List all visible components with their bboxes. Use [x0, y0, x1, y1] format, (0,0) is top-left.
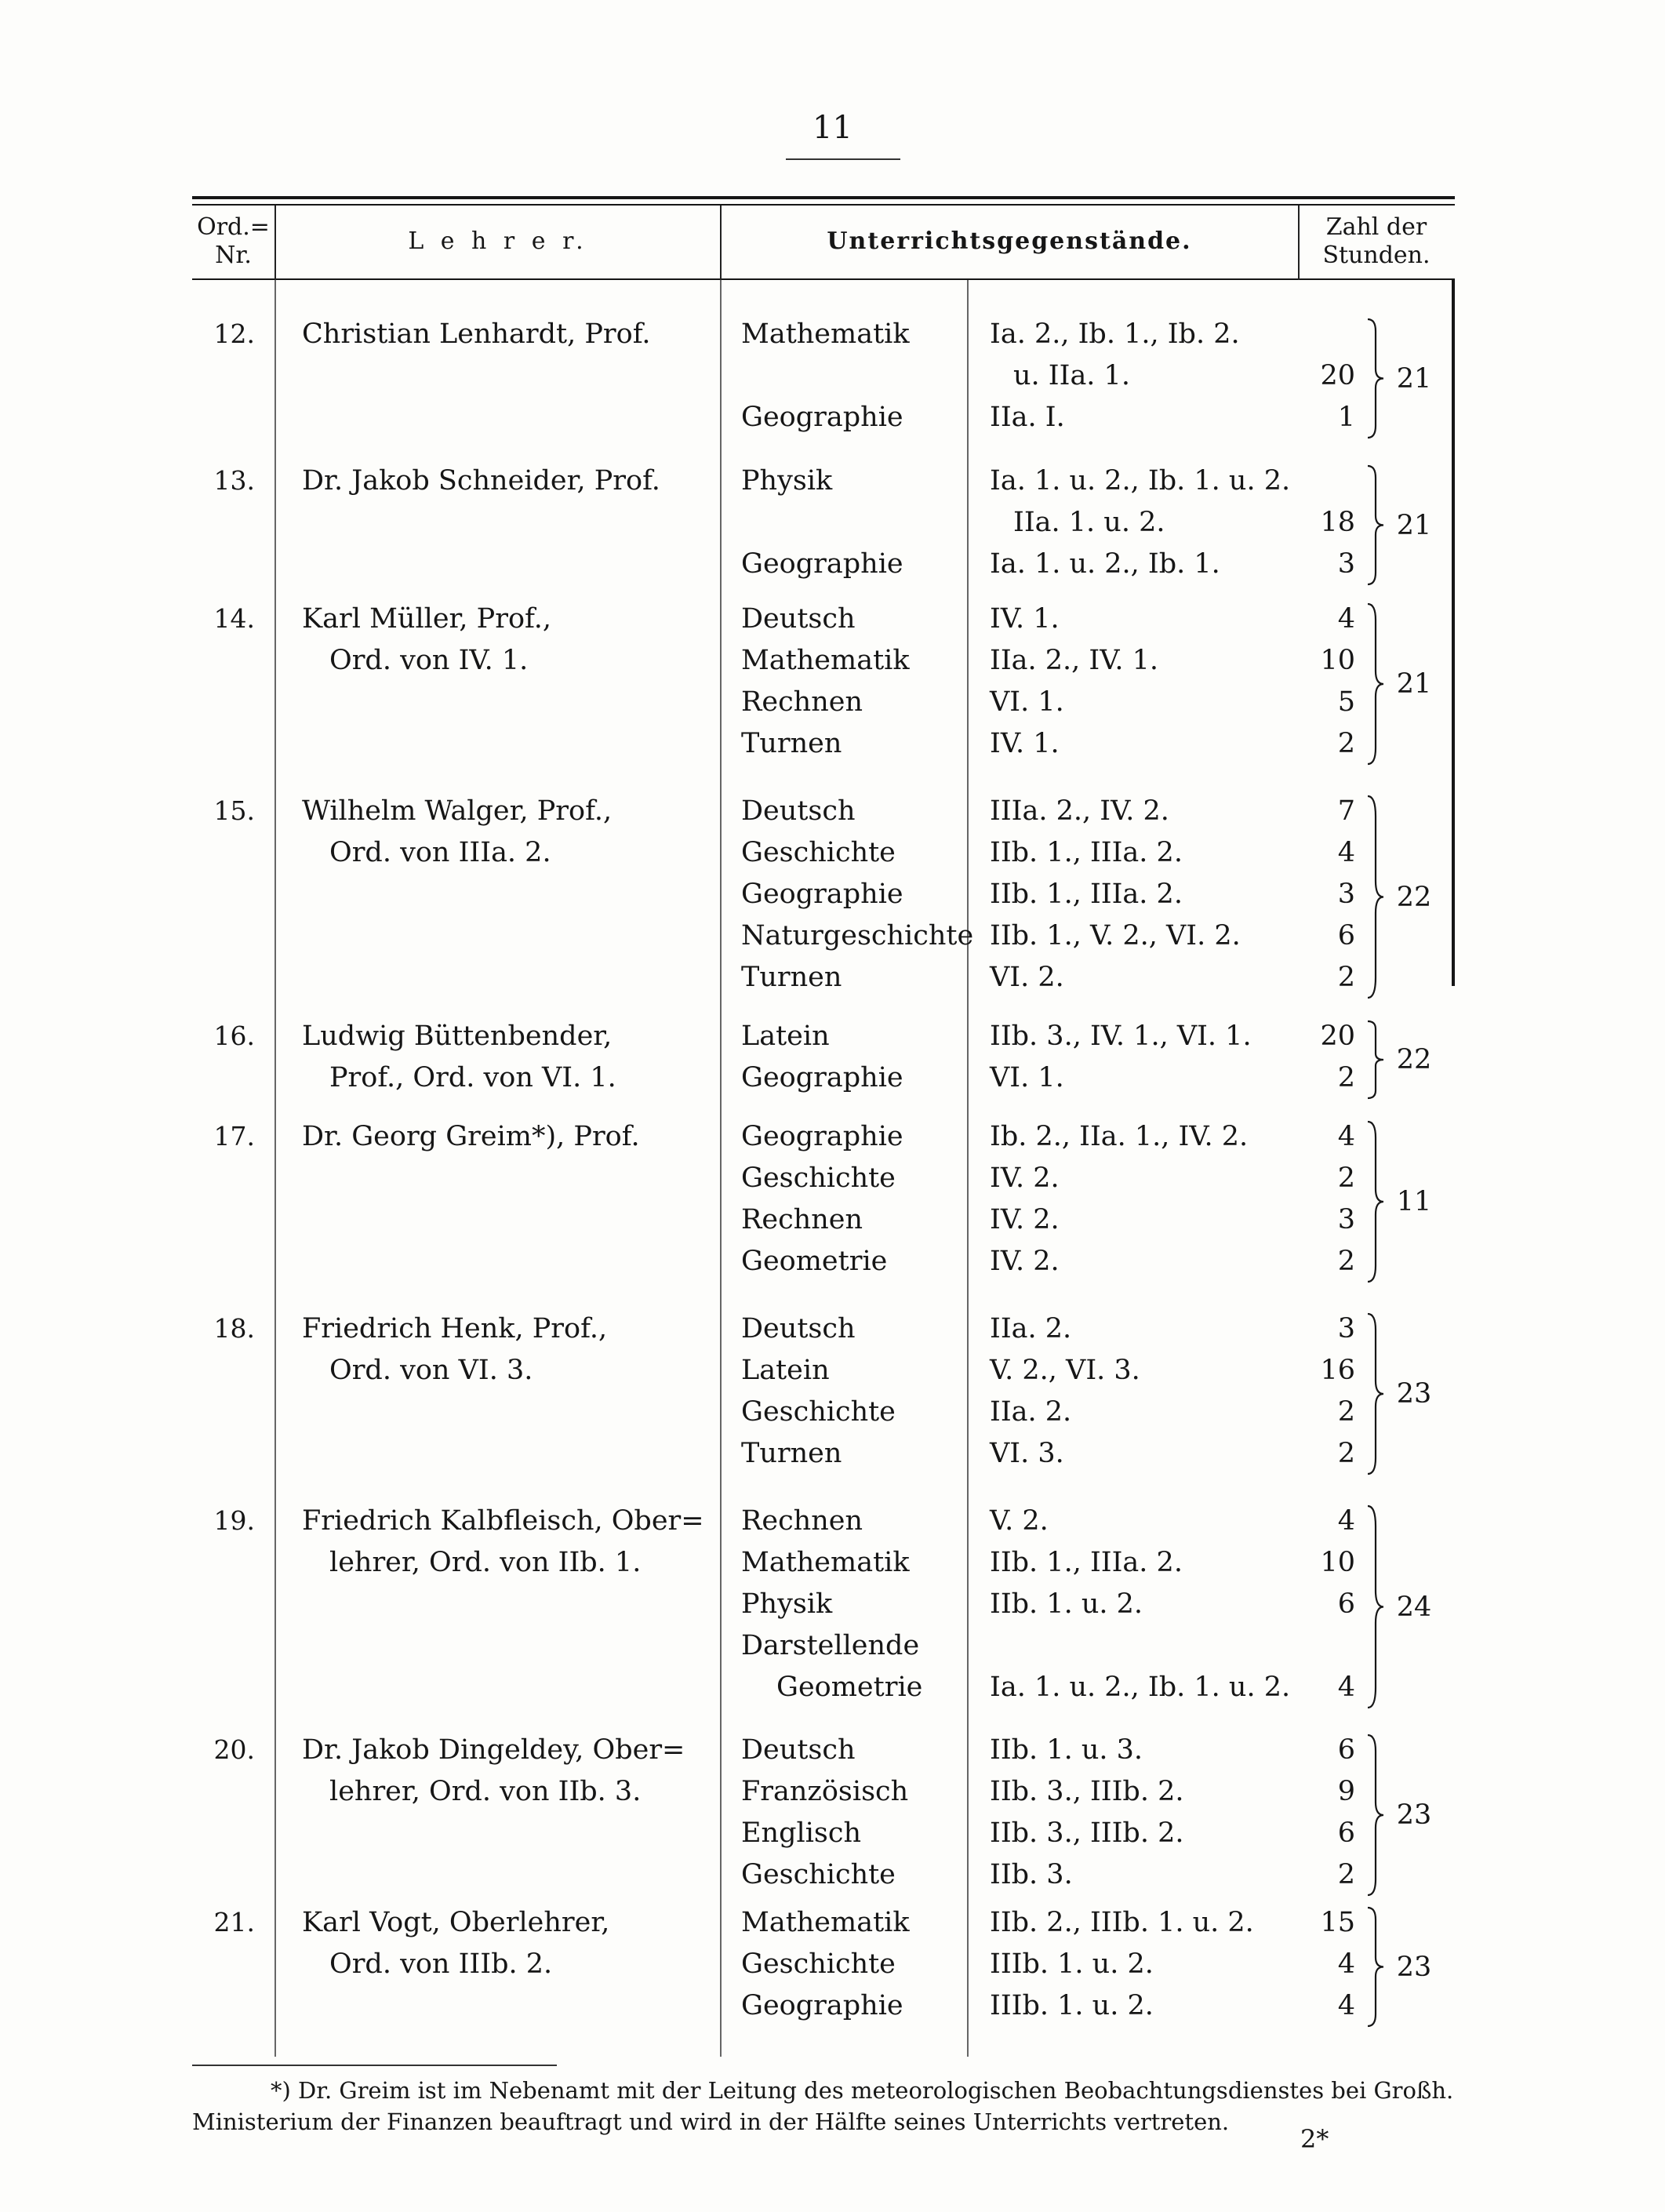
class-list: IIb. 3., IV. 1., VI. 1. [990, 1021, 1252, 1052]
subject: Geographie [741, 402, 903, 433]
hours-value: 3 [1337, 879, 1355, 910]
subject: Mathematik [741, 1907, 910, 1938]
subject: Latein [741, 1021, 830, 1052]
table-top-rule [192, 196, 1455, 199]
column-divider [274, 280, 276, 2057]
hours-value: 4 [1337, 1672, 1355, 1703]
subject: Geschichte [741, 1162, 896, 1194]
header-ord-nr: Ord.= Nr. [197, 213, 270, 269]
footnote-line-1: *) Dr. Greim ist im Nebenamt mit der Leitung des meteorologischen Beobachtungsdienstes bei Großh. [271, 2077, 1454, 2104]
class-list: IIb. 1., IIIa. 2. [990, 837, 1183, 868]
hours-value: 2 [1337, 1859, 1355, 1890]
footnote-line-2: Ministerium der Finanzen beauftragt und wird in der Hälfte seines Unterrichts vertreten. [192, 2108, 1230, 2135]
hours-value: 4 [1337, 1948, 1355, 1980]
column-divider [720, 280, 722, 2057]
column-divider [720, 206, 722, 280]
class-list: IV. 1. [990, 728, 1060, 759]
teacher-name-line: Friedrich Henk, Prof., [302, 1313, 608, 1344]
class-list: IIb. 1. u. 3. [990, 1734, 1143, 1766]
hours-brace [1366, 1314, 1377, 1474]
hours-value: 2 [1337, 1062, 1355, 1093]
header-gegenstaende: Unterrichtsgegenstände. [827, 227, 1192, 255]
teacher-name-line: Christian Lenhardt, Prof. [302, 318, 651, 350]
subject: Physik [741, 465, 833, 497]
class-list: IIb. 3., IIIb. 2. [990, 1776, 1184, 1807]
class-list: VI. 3. [990, 1438, 1064, 1469]
class-list: Ib. 2., IIa. 1., IV. 2. [990, 1121, 1249, 1152]
class-list: u. IIa. 1. [1013, 360, 1130, 391]
hours-value: 4 [1337, 837, 1355, 868]
table-header-rule [192, 278, 1455, 280]
class-list: IIa. I. [990, 402, 1065, 433]
hours-value: 18 [1320, 507, 1355, 538]
total-hours: 23 [1396, 1951, 1432, 1983]
subject: Geometrie [741, 1246, 888, 1277]
hours-value: 2 [1337, 728, 1355, 759]
subject: Turnen [741, 962, 842, 993]
subject: Rechnen [741, 1505, 863, 1537]
subject: Geographie [741, 1121, 903, 1152]
hours-value: 5 [1337, 686, 1355, 718]
subject: Geographie [741, 1990, 903, 2021]
hours-value: 4 [1337, 1505, 1355, 1537]
hours-value: 10 [1320, 1547, 1355, 1578]
hours-brace [1366, 1908, 1377, 2026]
subject: Geschichte [741, 837, 896, 868]
hours-value: 4 [1337, 1121, 1355, 1152]
hours-value: 6 [1337, 1588, 1355, 1620]
class-list: IV. 2. [990, 1246, 1060, 1277]
hours-value: 1 [1337, 402, 1355, 433]
column-divider [274, 206, 276, 280]
subject: Geographie [741, 1062, 903, 1093]
class-list: IIb. 1., IIIa. 2. [990, 879, 1183, 910]
hours-value: 6 [1337, 1734, 1355, 1766]
subject: Naturgeschichte [741, 920, 974, 951]
class-list: V. 2. [990, 1505, 1049, 1537]
teacher-name-line: Ord. von IIIa. 2. [329, 837, 551, 868]
hours-value: 16 [1320, 1355, 1355, 1386]
teacher-name-line: Prof., Ord. von VI. 1. [329, 1062, 616, 1093]
header-stunden: Zahl der Stunden. [1322, 213, 1431, 269]
subject: Rechnen [741, 1204, 863, 1235]
subject: Turnen [741, 1438, 842, 1469]
teacher-name-line: Dr. Jakob Dingeldey, Ober= [302, 1734, 685, 1766]
hours-value: 9 [1337, 1776, 1355, 1807]
ord-nr: 13. [213, 465, 255, 496]
page-number-rule [786, 158, 900, 160]
class-list: V. 2., VI. 3. [990, 1355, 1140, 1386]
total-hours: 23 [1396, 1378, 1432, 1410]
ord-nr: 12. [213, 318, 255, 349]
class-list: Ia. 2., Ib. 1., Ib. 2. [990, 318, 1240, 350]
class-list: IIa. 2. [990, 1313, 1072, 1344]
hours-brace [1366, 604, 1377, 764]
subject: Latein [741, 1355, 830, 1386]
hours-value: 2 [1337, 1438, 1355, 1469]
subject: Geographie [741, 879, 903, 910]
total-hours: 21 [1396, 509, 1432, 541]
hours-value: 6 [1337, 1817, 1355, 1849]
table-top-rule-thin [192, 204, 1455, 206]
hours-value: 20 [1320, 1021, 1355, 1052]
total-hours: 24 [1396, 1591, 1432, 1623]
hours-brace [1366, 319, 1377, 438]
subject: Geschichte [741, 1948, 896, 1980]
ord-nr: 17. [213, 1121, 255, 1151]
ord-nr: 16. [213, 1021, 255, 1051]
hours-value: 20 [1320, 360, 1355, 391]
subject: Deutsch [741, 795, 856, 827]
total-hours: 21 [1396, 668, 1432, 700]
teacher-name-line: Dr. Georg Greim*), Prof. [302, 1121, 640, 1152]
subject: Geometrie [776, 1672, 923, 1703]
total-hours: 23 [1396, 1799, 1432, 1831]
subject: Mathematik [741, 645, 910, 676]
subject: Deutsch [741, 603, 856, 635]
class-list: IIa. 2. [990, 1396, 1072, 1428]
subject: Deutsch [741, 1313, 856, 1344]
class-list: IIb. 1. u. 2. [990, 1588, 1143, 1620]
class-list: IIa. 1. u. 2. [1013, 507, 1165, 538]
class-list: Ia. 1. u. 2., Ib. 1. u. 2. [990, 1672, 1291, 1703]
subject: Englisch [741, 1817, 861, 1849]
page-number: 11 [813, 110, 852, 146]
class-list: IIIb. 1. u. 2. [990, 1948, 1154, 1980]
class-list: IIb. 2., IIIb. 1. u. 2. [990, 1907, 1254, 1938]
class-list: Ia. 1. u. 2., Ib. 1. u. 2. [990, 465, 1291, 497]
teacher-name-line: Ludwig Büttenbender, [302, 1021, 613, 1052]
hours-brace [1366, 796, 1377, 998]
hours-brace [1366, 1021, 1377, 1098]
teacher-name-line: Dr. Jakob Schneider, Prof. [302, 465, 660, 497]
subject: Deutsch [741, 1734, 856, 1766]
footnote-rule [192, 2065, 557, 2066]
teacher-name-line: lehrer, Ord. von IIb. 1. [329, 1547, 642, 1578]
class-list: VI. 1. [990, 686, 1064, 718]
subject: Geschichte [741, 1396, 896, 1428]
subject: Mathematik [741, 1547, 910, 1578]
hours-value: 3 [1337, 548, 1355, 580]
column-divider [967, 280, 969, 2057]
teacher-name-line: Wilhelm Walger, Prof., [302, 795, 613, 827]
ord-nr: 19. [213, 1505, 255, 1536]
class-list: IIa. 2., IV. 1. [990, 645, 1159, 676]
ord-nr: 18. [213, 1313, 255, 1344]
hours-value: 15 [1320, 1907, 1355, 1938]
signature-mark: 2* [1300, 2124, 1329, 2154]
hours-value: 7 [1337, 795, 1355, 827]
subject: Französisch [741, 1776, 909, 1807]
class-list: IV. 1. [990, 603, 1060, 635]
subject: Mathematik [741, 318, 910, 350]
hours-value: 2 [1337, 1246, 1355, 1277]
subject: Geographie [741, 548, 903, 580]
ord-nr: 15. [213, 795, 255, 826]
ord-nr: 20. [213, 1734, 255, 1765]
hours-value: 2 [1337, 1162, 1355, 1194]
teacher-name-line: Friedrich Kalbfleisch, Ober= [302, 1505, 704, 1537]
hours-brace [1366, 466, 1377, 584]
column-divider [1298, 206, 1300, 280]
class-list: IV. 2. [990, 1162, 1060, 1194]
hours-value: 4 [1337, 1990, 1355, 2021]
class-list: IIIb. 1. u. 2. [990, 1990, 1154, 2021]
hours-value: 6 [1337, 920, 1355, 951]
hours-brace [1366, 1506, 1377, 1708]
hours-value: 3 [1337, 1204, 1355, 1235]
subject: Darstellende [741, 1630, 920, 1661]
total-hours: 11 [1396, 1186, 1432, 1217]
header-lehrer: L e h r e r. [408, 227, 588, 255]
class-list: IIb. 1., IIIa. 2. [990, 1547, 1183, 1578]
teacher-name-line: Karl Vogt, Oberlehrer, [302, 1907, 610, 1938]
subject: Turnen [741, 728, 842, 759]
hours-value: 3 [1337, 1313, 1355, 1344]
class-list: IIIa. 2., IV. 2. [990, 795, 1169, 827]
teacher-name-line: Ord. von IIIb. 2. [329, 1948, 553, 1980]
class-list: IIb. 3. [990, 1859, 1073, 1890]
class-list: VI. 1. [990, 1062, 1064, 1093]
subject: Rechnen [741, 686, 863, 718]
table-right-border [1452, 280, 1455, 986]
class-list: IV. 2. [990, 1204, 1060, 1235]
total-hours: 22 [1396, 1044, 1432, 1075]
hours-value: 4 [1337, 603, 1355, 635]
teacher-name-line: Ord. von IV. 1. [329, 645, 529, 676]
total-hours: 21 [1396, 362, 1432, 395]
teacher-name-line: lehrer, Ord. von IIb. 3. [329, 1776, 642, 1807]
class-list: IIb. 3., IIIb. 2. [990, 1817, 1184, 1849]
hours-brace [1366, 1735, 1377, 1895]
subject: Geschichte [741, 1859, 896, 1890]
ord-nr: 21. [213, 1907, 255, 1937]
ord-nr: 14. [213, 603, 255, 634]
class-list: IIb. 1., V. 2., VI. 2. [990, 920, 1241, 951]
hours-value: 10 [1320, 645, 1355, 676]
teacher-name-line: Ord. von VI. 3. [329, 1355, 533, 1386]
hours-value: 2 [1337, 1396, 1355, 1428]
hours-value: 2 [1337, 962, 1355, 993]
hours-brace [1366, 1122, 1377, 1282]
subject: Physik [741, 1588, 833, 1620]
teacher-name-line: Karl Müller, Prof., [302, 603, 551, 635]
class-list: VI. 2. [990, 962, 1064, 993]
class-list: Ia. 1. u. 2., Ib. 1. [990, 548, 1220, 580]
total-hours: 22 [1396, 881, 1432, 913]
